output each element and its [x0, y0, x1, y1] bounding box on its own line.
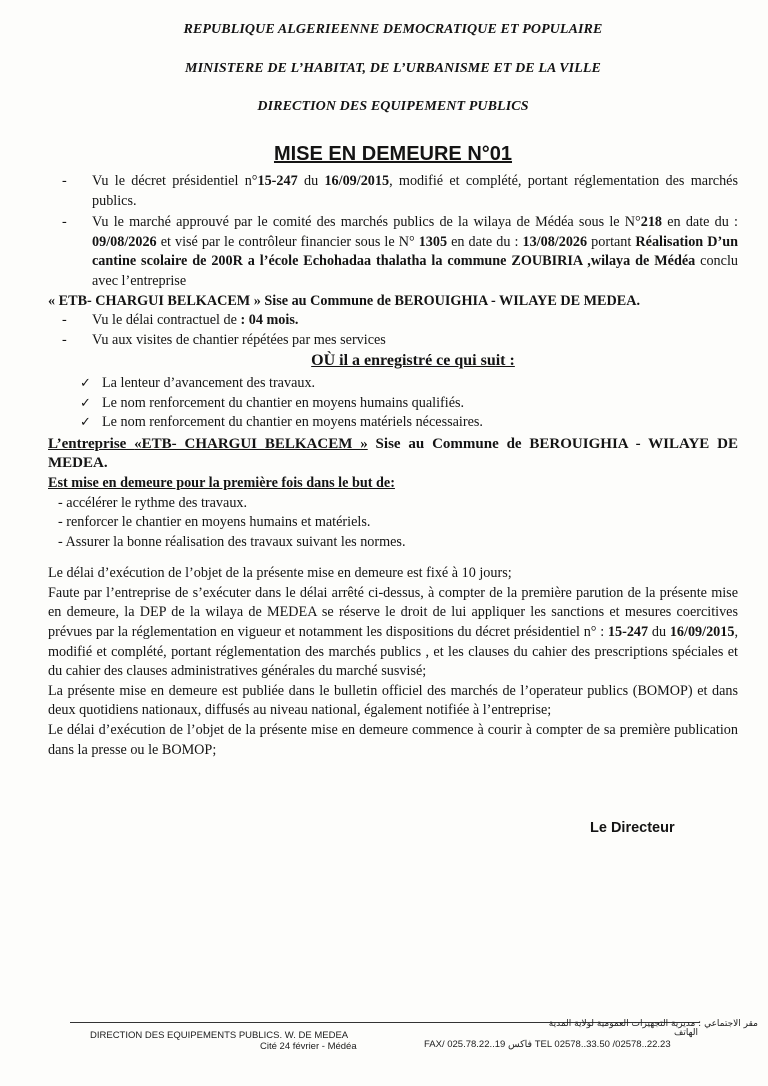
paragraph-sanctions	[48, 584, 738, 682]
signature-title: Le Directeur	[590, 820, 675, 836]
text: portant	[587, 233, 636, 250]
vu-item-visits	[48, 331, 738, 351]
text: et visé par le contrôleur financier sous le N°	[156, 233, 419, 250]
header-ministry: MINISTERE DE L’HABITAT, DE L’URBANISME ET DE LA VILLE	[185, 61, 601, 76]
objective-item: - Assurer la bonne réalisation des travaux suivant les normes.	[58, 533, 406, 550]
text: , modifié et complété, portant réglementation des marchés publics , et les clauses du cahier des prescriptions spéciales et du cahier des clauses administratives générales du marché susvisé;	[48, 624, 739, 680]
decree-date: 16/09/2015	[669, 624, 735, 641]
text: , modifié et complété, portant réglementation des marchés publics.	[92, 173, 739, 209]
visa-number: 1305	[418, 233, 448, 250]
market-date: 09/08/2026	[92, 233, 157, 250]
section-title: OÙ il a enregistré ce qui suit :	[311, 352, 515, 370]
document-title: MISE EN DEMEURE N°01	[273, 143, 513, 165]
footer-contacts: FAX/ 025.78.22..19 فاكس TEL 02578..33.50 /02578..22.23	[424, 1039, 671, 1050]
footer-arabic-seat: مقر الاجتماعي : مديرية التجهيزات العمومية لولاية المدية	[548, 1019, 758, 1029]
check-text: Le nom renforcement du chantier en moyens matériels nécessaires.	[102, 414, 483, 431]
objective-item: - accélérer le rythme des travaux.	[58, 494, 248, 511]
text: du	[648, 624, 670, 641]
text: en date du :	[447, 233, 523, 250]
dash-bullet: -	[62, 331, 67, 348]
vu-item-decree	[48, 172, 738, 211]
decree-date: 16/09/2015	[324, 173, 390, 189]
market-number: 218	[640, 214, 663, 231]
document-body	[48, 172, 738, 760]
dash-bullet: -	[62, 214, 67, 231]
text: Sise au Commune de BEROUIGHIA - WILAYE DE MEDEA.	[48, 435, 738, 472]
entreprise-name: «ETB- CHARGUI BELKACEM »	[134, 435, 368, 452]
paragraph-publication: La présente mise en demeure est publiée dans le bulletin officiel des marchés de l’operateur publics (BOMOP) et dans deux quotidiens nationaux, diffusés au niveau national, également notifiée à l’entreprise;	[48, 682, 738, 719]
dash-bullet: -	[62, 312, 67, 329]
text: en date du :	[662, 214, 738, 231]
check-item	[48, 374, 738, 394]
check-item	[48, 394, 738, 414]
visa-date: 13/08/2026	[522, 233, 588, 250]
footer-arabic-phone: الهاتف	[674, 1028, 698, 1038]
objective-item: - renforcer le chantier en moyens humains et matériels.	[58, 514, 371, 531]
text: Faute par l’entreprise de s’exécuter dans le délai arrêté ci-dessus, à compter de la première parution de la présente mise en demeure, la DEP de la wilaya de MEDEA se réserve le droit de lui appliquer les sanctions et mesures coercitives prévues par la réglementation en vigueur et notamment les dispositions du décret présidentiel n° :	[48, 584, 738, 641]
check-text: La lenteur d’avancement des travaux.	[102, 374, 316, 391]
project-name: Réalisation D’un cantine scolaire de 200R a l’école Echohadaa thalatha la commune ZOUBIRIA ,wilaya de Médéa	[92, 233, 738, 270]
header-republic: REPUBLIQUE ALGERIEENNE DEMOCRATIQUE ET POPULAIRE	[183, 22, 603, 37]
entreprise-line: « ETB- CHARGUI BELKACEM » Sise au Commune de BEROUIGHIA - WILAYE DE MEDEA.	[48, 292, 641, 309]
checkmark-icon: ✓	[80, 375, 91, 391]
check-text: Le nom renforcement du chantier en moyens humains qualifiés.	[102, 394, 465, 411]
dash-bullet: -	[62, 173, 67, 189]
delay-value: : 04 mois.	[240, 312, 299, 329]
footer-address: Cité 24 février - Médéa	[260, 1041, 357, 1052]
mise-title: Est mise en demeure pour la première fois dans le but de:	[48, 474, 395, 491]
decree-number: 15-247	[607, 624, 649, 641]
paragraph-start: Le délai d’exécution de l’objet de la présente mise en demeure commence à courir à compter de sa première publication dans la presse ou le BOMOP;	[48, 722, 738, 758]
text: du	[297, 173, 325, 189]
checkmark-icon: ✓	[80, 415, 91, 431]
text: Vu le marché approuvé par le comité des marchés publics de la wilaya de Médéa sous le N°	[92, 214, 641, 231]
check-item	[48, 413, 738, 433]
text: conclu avec l’entreprise	[92, 253, 738, 289]
text: Vu le décret présidentiel n°	[92, 173, 258, 189]
vu-item-delay	[48, 311, 738, 331]
text: L’entreprise	[48, 435, 135, 452]
entreprise-statement	[48, 435, 738, 474]
paragraph-delay: Le délai d’exécution de l’objet de la présente mise en demeure est fixé à 10 jours;	[48, 565, 512, 582]
vu-item-market	[48, 213, 738, 291]
decree-number: 15-247	[257, 173, 298, 189]
text: Vu aux visites de chantier répétées par mes services	[92, 331, 386, 348]
checkmark-icon: ✓	[80, 395, 91, 411]
header-direction: DIRECTION DES EQUIPEMENT PUBLICS	[257, 99, 529, 114]
footer-organization: DIRECTION DES EQUIPEMENTS PUBLICS. W. DE MEDEA	[90, 1030, 349, 1041]
text: Vu le délai contractuel de	[92, 312, 241, 329]
